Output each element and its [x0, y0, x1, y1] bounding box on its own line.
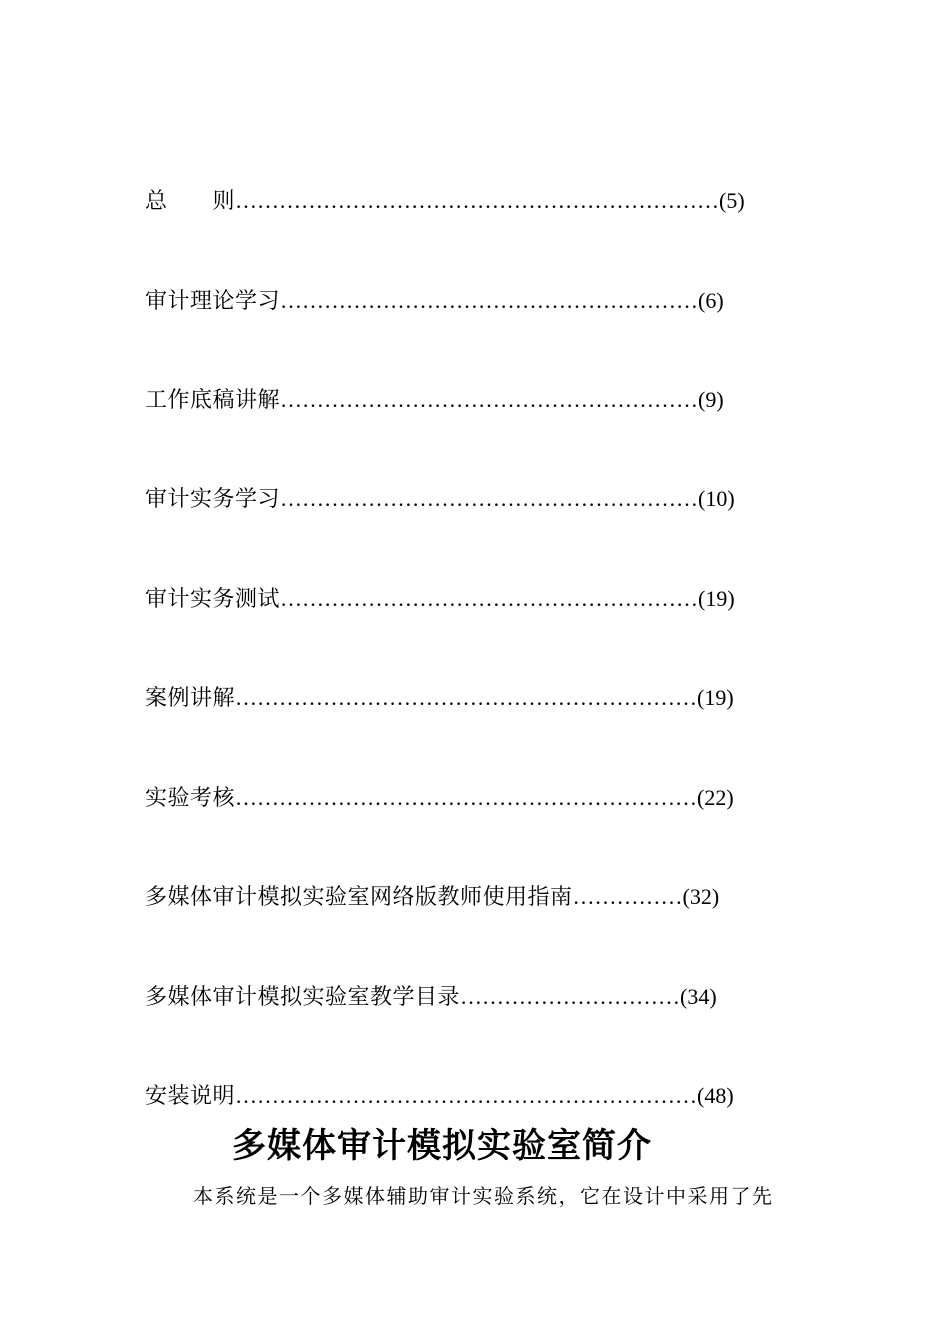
toc-entry[interactable]	[145, 584, 735, 614]
toc-leader-dots: …………………………	[460, 984, 681, 1009]
toc-entry[interactable]	[145, 186, 745, 216]
toc-entry-title: 实验考核	[145, 786, 236, 811]
toc-entry[interactable]	[145, 982, 717, 1012]
toc-entry[interactable]	[145, 882, 719, 912]
toc-entry-title: 案例讲解	[145, 686, 236, 711]
toc-entry-title: 审计实务测试	[145, 587, 281, 612]
toc-entry[interactable]	[145, 286, 724, 316]
toc-leader-dots: ………………………………………………………	[235, 685, 698, 710]
toc-leader-dots: …………………………………………………	[280, 288, 699, 313]
toc-entry[interactable]	[145, 783, 734, 813]
toc-page-number: (22)	[697, 785, 734, 810]
toc-page-number: (19)	[697, 685, 734, 710]
toc-entry[interactable]	[145, 484, 735, 514]
toc-leader-dots: ………………………………………………………	[235, 1083, 698, 1108]
toc-entry[interactable]	[145, 1081, 734, 1111]
toc-page-number: (10)	[698, 486, 735, 511]
toc-entry-title: 多媒体审计模拟实验室教学目录	[145, 985, 461, 1010]
toc-page-number: (48)	[697, 1083, 734, 1108]
toc-leader-dots: …………………………………………………	[280, 387, 699, 412]
toc-page-number: (6)	[698, 288, 724, 313]
toc-entry[interactable]	[145, 683, 734, 713]
toc-leader-dots: ……………	[572, 884, 683, 909]
toc-entry-title: 审计实务学习	[145, 487, 281, 512]
toc-entry-title: 安装说明	[145, 1084, 236, 1109]
toc-entry-title: 审计理论学习	[145, 289, 281, 314]
toc-leader-dots: ………………………………………………………	[235, 785, 698, 810]
toc-entry-title: 多媒体审计模拟实验室网络版教师使用指南	[145, 885, 573, 910]
toc-entry-title: 工作底稿讲解	[145, 388, 281, 413]
toc-leader-dots: …………………………………………………………	[235, 188, 720, 213]
toc-page-number: (5)	[719, 188, 745, 213]
toc-page-number: (34)	[680, 984, 717, 1009]
toc-entry-title: 总 则	[145, 189, 236, 214]
toc-page-number: (9)	[698, 387, 724, 412]
toc-page-number: (32)	[682, 884, 720, 909]
toc-leader-dots: …………………………………………………	[280, 486, 699, 511]
toc-entry[interactable]	[145, 385, 724, 415]
toc-page-number: (19)	[698, 586, 735, 611]
intro-paragraph: 本系统是一个多媒体辅助审计实验系统，它在设计中采用了先	[193, 1184, 774, 1208]
toc-leader-dots: …………………………………………………	[280, 586, 699, 611]
document-title: 多媒体审计模拟实验室简介	[232, 1126, 652, 1166]
